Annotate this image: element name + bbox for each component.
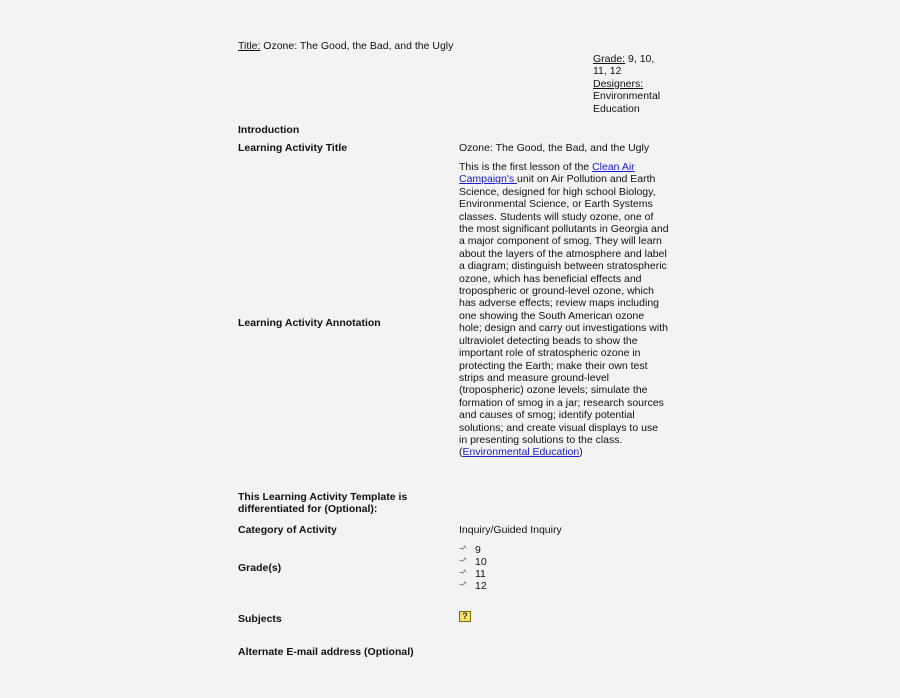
help-icon[interactable]: ? [459, 611, 471, 622]
grades-label: Grade(s) [238, 562, 282, 574]
annotation-body: unit on Air Pollution and Earth Science, designed for high school Biology, Environmental Science, or Earth Systems classes. Students will study ozone, one of the most significant pollutants in Georgia and a major component of smog. They will learn about the layers of the atmosphere and label a diagram; distinguish between stratospheric ozone, which has beneficial effects and tropospheric or ground-level ozone, which has adverse effects; review maps including one showing the South American ozone hole; design and carry out investigations with ultraviolet detecting beads to show the important role of stratospheric ozone in protecting the Earth; make their own test strips and measure ground-level (tropospheric) ozone levels; simulate the formation of smog in a jar; research sources and causes of smog; identify potential solutions; and create visual displays to use in presenting solutions to the class. [459, 173, 669, 446]
annotation-open-paren: ( [459, 446, 463, 459]
activity-title-label: Learning Activity Title [238, 142, 348, 154]
checkbox-symbol-icon: ¬^ [459, 570, 467, 578]
environmental-education-link[interactable]: Environmental Education [462, 446, 580, 459]
alternate-email-label: Alternate E-mail address (Optional) [238, 646, 414, 658]
subjects-label: Subjects [238, 613, 282, 625]
annotation-close-paren: ) [579, 446, 583, 459]
grade-option-12[interactable] [459, 581, 487, 593]
differentiated-label: This Learning Activity Template is differentiated for (Optional): [238, 491, 408, 516]
grade-option-label: 9 [475, 543, 481, 556]
grade-option-10[interactable] [459, 556, 487, 568]
clean-air-campaign-link[interactable]: Clean Air Campaign's [459, 161, 635, 186]
grade-option-11[interactable] [459, 568, 487, 580]
category-value: Inquiry/Guided Inquiry [459, 524, 562, 536]
grade-option-label: 11 [475, 568, 486, 581]
title-value: Ozone: The Good, the Bad, and the Ugly [260, 40, 454, 52]
grade-option-9[interactable] [459, 544, 487, 556]
designers-value-line1: Environmental [593, 90, 661, 103]
grade-option-label: 12 [475, 580, 487, 593]
grade-label: Grade: [593, 53, 626, 65]
grade-value: 9, 10, [625, 53, 655, 65]
annotation-label: Learning Activity Annotation [238, 317, 381, 329]
introduction-heading: Introduction [238, 124, 300, 136]
document-title [238, 40, 453, 52]
designers-label: Designers: [593, 77, 644, 90]
checkbox-symbol-icon: ¬^ [459, 545, 467, 553]
checkbox-symbol-icon: ¬^ [459, 558, 467, 566]
grade-value-line2: 11, 12 [593, 65, 622, 78]
checkbox-symbol-icon: ¬^ [459, 582, 467, 590]
grade-option-label: 10 [475, 556, 487, 569]
category-label: Category of Activity [238, 524, 337, 536]
activity-title-value: Ozone: The Good, the Bad, and the Ugly [459, 142, 650, 154]
annotation-text [459, 161, 669, 459]
annotation-pre: This is the first lesson of the [459, 161, 593, 173]
grades-checkbox-list [459, 544, 487, 593]
grade-designers-block [593, 53, 673, 115]
designers-value-line2: Education [593, 102, 640, 115]
title-label: Title: [238, 40, 261, 52]
